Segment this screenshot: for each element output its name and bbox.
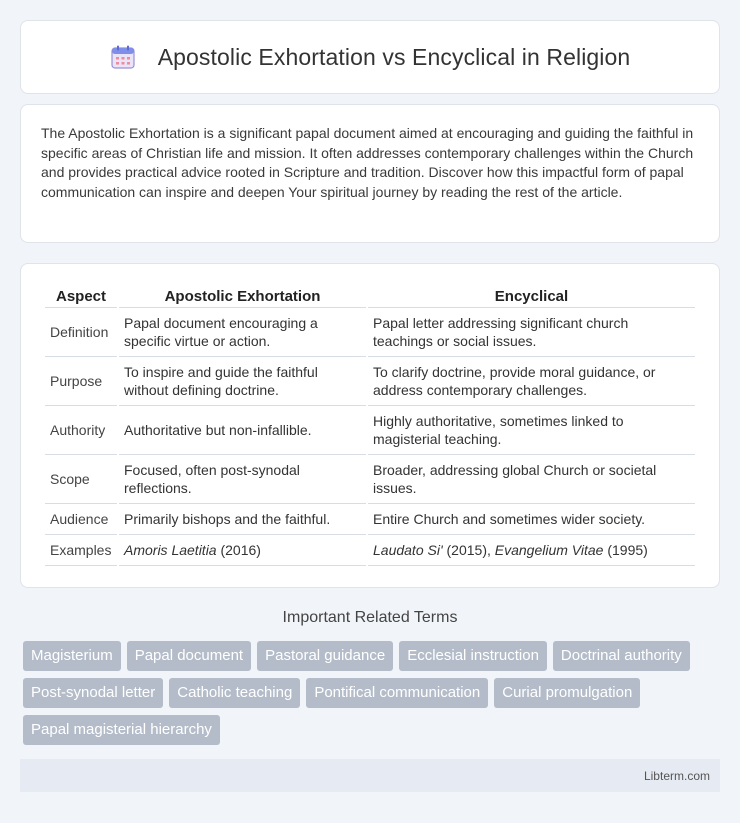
related-terms-title: Important Related Terms (282, 609, 458, 626)
footer (20, 759, 720, 792)
cell-aspect: Definition (45, 308, 117, 357)
tag[interactable]: Magisterium (23, 641, 121, 671)
tag[interactable]: Post-synodal letter (23, 678, 163, 708)
calendar-icon (110, 44, 136, 70)
table-row (45, 455, 695, 504)
cell-aspect: Purpose (45, 357, 117, 406)
tag[interactable]: Pontifical communication (306, 678, 488, 708)
table-row (45, 406, 695, 455)
related-tags (23, 641, 723, 745)
cell-aspect: Scope (45, 455, 117, 504)
cell-exhortation (119, 535, 366, 566)
cell-exhortation: Primarily bishops and the faithful. (119, 504, 366, 535)
example-title: Evangelium Vitae (494, 542, 604, 558)
cell-encyclical: To clarify doctrine, provide moral guidance, or address contemporary challenges. (368, 357, 695, 406)
table-row (45, 535, 695, 566)
header-apostolic-exhortation: Apostolic Exhortation (119, 284, 366, 308)
header-encyclical: Encyclical (368, 284, 695, 308)
header-aspect: Aspect (45, 284, 117, 308)
tag[interactable]: Ecclesial instruction (399, 641, 547, 671)
comparison-table-card (20, 263, 720, 588)
cell-encyclical: Entire Church and sometimes wider society. (368, 504, 695, 535)
example-year: (2015), (442, 542, 495, 558)
table-row (45, 357, 695, 406)
tag[interactable]: Pastoral guidance (257, 641, 393, 671)
cell-encyclical (368, 535, 695, 566)
tag[interactable]: Papal document (127, 641, 251, 671)
tag[interactable]: Doctrinal authority (553, 641, 690, 671)
cell-encyclical: Highly authoritative, sometimes linked to magisterial teaching. (368, 406, 695, 455)
cell-aspect: Examples (45, 535, 117, 566)
cell-encyclical: Papal letter addressing significant church teachings or social issues. (368, 308, 695, 357)
comparison-table (43, 284, 697, 566)
intro-card (20, 104, 720, 243)
example-title: Amoris Laetitia (124, 542, 217, 558)
cell-exhortation: Focused, often post-synodal reflections. (119, 455, 366, 504)
intro-paragraph: The Apostolic Exhortation is a significant papal document aimed at encouraging and guiding the faithful in specific areas of Christian life and mission. It often addresses contemporary challenges within the Church and provides practical advice rooted in Scripture and tradition. Discover how this impactful form of papal communication can inspire and deepen Your spiritual journey by reading the rest of the article. (41, 125, 694, 200)
cell-aspect: Authority (45, 406, 117, 455)
cell-exhortation: To inspire and guide the faithful without defining doctrine. (119, 357, 366, 406)
example-year: (1995) (603, 542, 648, 558)
cell-aspect: Audience (45, 504, 117, 535)
cell-exhortation: Authoritative but non-infallible. (119, 406, 366, 455)
tag[interactable]: Catholic teaching (169, 678, 300, 708)
header-card (20, 20, 720, 94)
example-year: (2016) (216, 542, 261, 558)
tag[interactable]: Curial promulgation (494, 678, 640, 708)
example-title: Laudato Si' (373, 542, 443, 558)
cell-exhortation: Papal document encouraging a specific virtue or action. (119, 308, 366, 357)
table-row (45, 308, 695, 357)
page-title: Apostolic Exhortation vs Encyclical in Religion (157, 43, 631, 70)
footer-site-link[interactable]: Libterm.com (643, 769, 710, 783)
cell-encyclical: Broader, addressing global Church or societal issues. (368, 455, 695, 504)
table-row (45, 504, 695, 535)
tag[interactable]: Papal magisterial hierarchy (23, 715, 220, 745)
